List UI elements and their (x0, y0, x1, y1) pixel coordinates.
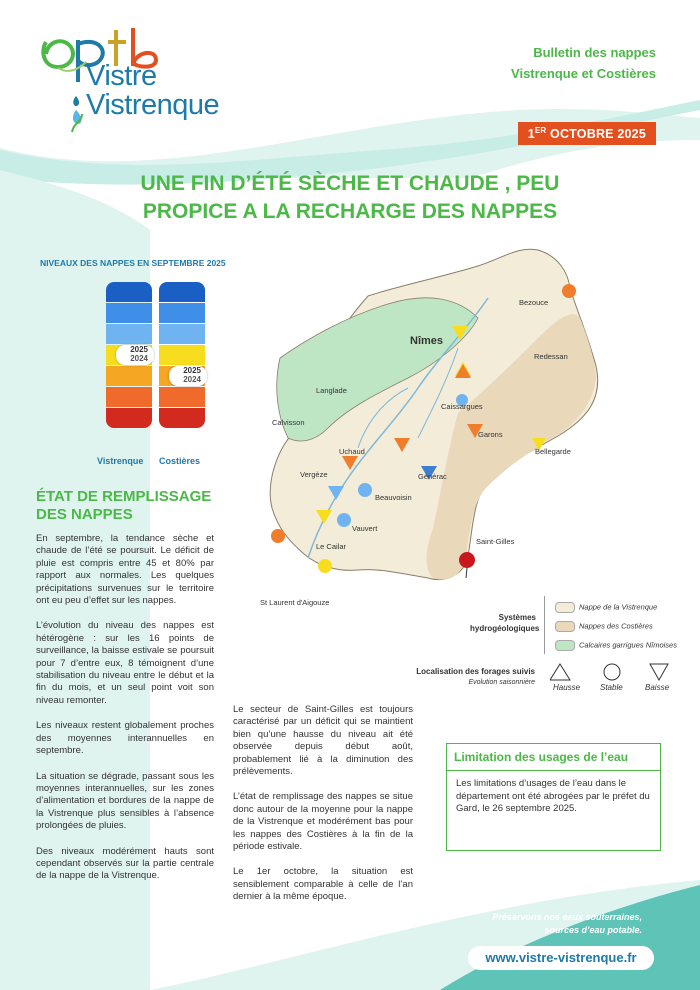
gauge-level-cell (106, 408, 152, 428)
gauge-title: NIVEAUX DES NAPPES EN SEPTEMBRE 2025 (40, 258, 226, 268)
gauge-level-cell (106, 303, 152, 323)
paragraph: La situation se dégrade, passant sous les moyennes interannuelles, sur les zones d’alimentation et bordures de la nappe de la Vistrenque plus sensibles à l’absence prolongées de pluies. (36, 770, 214, 832)
town-bezouce: Bezouce (519, 298, 549, 307)
legend-divider (544, 596, 545, 654)
gauge-level-cell (159, 408, 205, 428)
gauge-level-cell (106, 324, 152, 344)
town-caissargues: Caissargues (441, 402, 483, 411)
stable-icon (604, 664, 620, 680)
town-redessan: Redessan (534, 352, 568, 361)
section-title-etat: ÉTAT DE REMPLISSAGE DES NAPPES (36, 488, 212, 523)
map-drawing (258, 238, 678, 608)
legend-item-costieres (555, 621, 653, 632)
paragraph: Le secteur de Saint-Gilles est toujours caractérisé par un déficit qui se maintient bien qu’une hausse du niveau ait été observée depuis début août, probablement lié à la diminution des prélèvements. (233, 704, 413, 778)
legend-item-vistrenque (555, 602, 657, 613)
town-langlade: Langlade (316, 386, 347, 395)
title-line-1: UNE FIN D’ÉTÉ SÈCHE ET CHAUDE , PEU (140, 172, 560, 195)
hausse-icon (550, 664, 570, 680)
town-st-laurent: St Laurent d'Aigouze (260, 598, 330, 607)
legend-swatch (555, 621, 575, 632)
baisse-icon (650, 664, 668, 680)
date-day: 1 (527, 127, 535, 142)
gauge-name-vistrenque: Vistrenque (97, 456, 144, 466)
town-generac: Générac (418, 472, 447, 481)
year-2024-label: 2024 (130, 354, 148, 363)
website-link[interactable]: www.vistre-vistrenque.fr (468, 946, 654, 970)
gauge-level-cell (106, 387, 152, 407)
town-saint-gilles: Saint-Gilles (476, 537, 515, 546)
legend-label: Nappes des Costières (579, 621, 653, 631)
town-calvisson: Calvisson (272, 418, 305, 427)
gauge-level-cell (159, 345, 205, 365)
legend-swatch (555, 640, 575, 651)
town-bellegarde: Bellegarde (535, 447, 571, 456)
legend-locations-subtitle: Evolution saisonnière (468, 679, 535, 686)
town-garons: Garons (478, 430, 503, 439)
year-2024-label: 2024 (183, 375, 201, 384)
date-badge (518, 122, 656, 145)
gauge-level-cell (106, 282, 152, 302)
gauge-level-cell (159, 387, 205, 407)
footer-line-2: sources d’eau potable. (544, 925, 642, 935)
legend-label: Calcaires garrigues Nîmoises (579, 640, 677, 650)
title-line-2: PROPICE A LA RECHARGE DES NAPPES (142, 200, 558, 223)
legend-label: Nappe de la Vistrenque (579, 602, 658, 612)
bulletin-heading (511, 42, 656, 84)
gauge-level-cell (159, 282, 205, 302)
legend-item-garrigues (555, 640, 677, 651)
gauge-level-cell (159, 324, 205, 344)
legend-symbols (550, 662, 670, 682)
gauge-column-costieres (159, 282, 205, 429)
footer-message (492, 911, 642, 937)
year-pill-vistrenque (116, 345, 154, 365)
year-pill-costieres (169, 366, 207, 386)
footer-line-1: Préservons nos eaux souterraines, (492, 912, 642, 922)
hydrogeology-map (258, 238, 678, 608)
limitation-text: Les limitations d’usages de l’eau dans le département ont été abrogées par le préfet du Gard, le 26 septembre 2025. (456, 778, 650, 814)
limitation-divider (447, 770, 660, 771)
gauge-level-cell (159, 303, 205, 323)
legend-swatch (555, 602, 575, 613)
bulletin-line-2: Vistrenque et Costières (511, 66, 656, 81)
legend-hausse-label: Hausse (553, 683, 581, 692)
legend-stable-label: Stable (600, 683, 623, 692)
paragraph: Des niveaux modérément hauts sont cependant observés sur la partie centrale de la nappe de la Vistrenque. (36, 845, 214, 882)
paragraph: Le 1er octobre, la situation est sensiblement comparable à celle de l’an dernier à la même époque. (233, 866, 413, 903)
bulletin-line-1: Bulletin des nappes (533, 45, 656, 60)
paragraph: En septembre, la tendance sèche et chaude de l’été se poursuit. Le déficit de pluie est compris entre 45 et 80% par rapport aux normales. Les quelques précipitations survenues sur le territoire ont eu peu d’effet sur les nappes. (36, 533, 214, 607)
gauge-name-costieres: Costières (159, 456, 201, 466)
town-nimes: Nîmes (410, 335, 444, 347)
text-column-2 (233, 704, 413, 917)
date-ordinal: ER (534, 126, 547, 135)
text-column-1 (36, 533, 214, 896)
logo-word-vistre: Vistre (86, 60, 157, 92)
logo-word-vistrenque: Vistrenque (86, 89, 220, 121)
logo-wordmark (86, 62, 219, 120)
paragraph: L’évolution du niveau des nappes est hétérogène : sur les 16 points de surveillance, la baisse estivale se poursuit pour 7 d’entre eux, 8 témoignent d’une stabilisation du niveau entre le début et la fin du mois, et un seul point voit son niveau remonter. (36, 620, 214, 706)
year-2025-label: 2025 (183, 366, 201, 375)
paragraph: L’état de remplissage des nappes se situe donc autour de la moyenne pour la nappe de la Vistrenque et modérément bas pour les nappes des Costières à la fin de la période estivale. (233, 791, 413, 853)
town-beauvoisin: Beauvoisin (375, 493, 412, 502)
limitation-box (446, 743, 661, 851)
limitation-title: Limitation des usages de l’eau (454, 750, 629, 764)
year-2025-label: 2025 (130, 345, 148, 354)
town-uchaud: Uchaud (339, 447, 365, 456)
gauge-level-cell (106, 366, 152, 386)
town-vauvert: Vauvert (352, 524, 378, 533)
legend-locations-title: Localisation des forages suivis (416, 667, 535, 676)
legend-systems-title: Systèmes hydrogéologiques (470, 613, 540, 633)
legend-locations (415, 666, 535, 688)
legend-baisse-label: Baisse (645, 683, 670, 692)
page-title (60, 170, 640, 226)
paragraph: Les niveaux restent globalement proches des moyennes interannuelles en septembre. (36, 720, 214, 757)
town-vergeze: Vergèze (300, 470, 328, 479)
date-month-year: OCTOBRE 2025 (546, 127, 646, 142)
town-le-cailar: Le Cailar (316, 542, 347, 551)
